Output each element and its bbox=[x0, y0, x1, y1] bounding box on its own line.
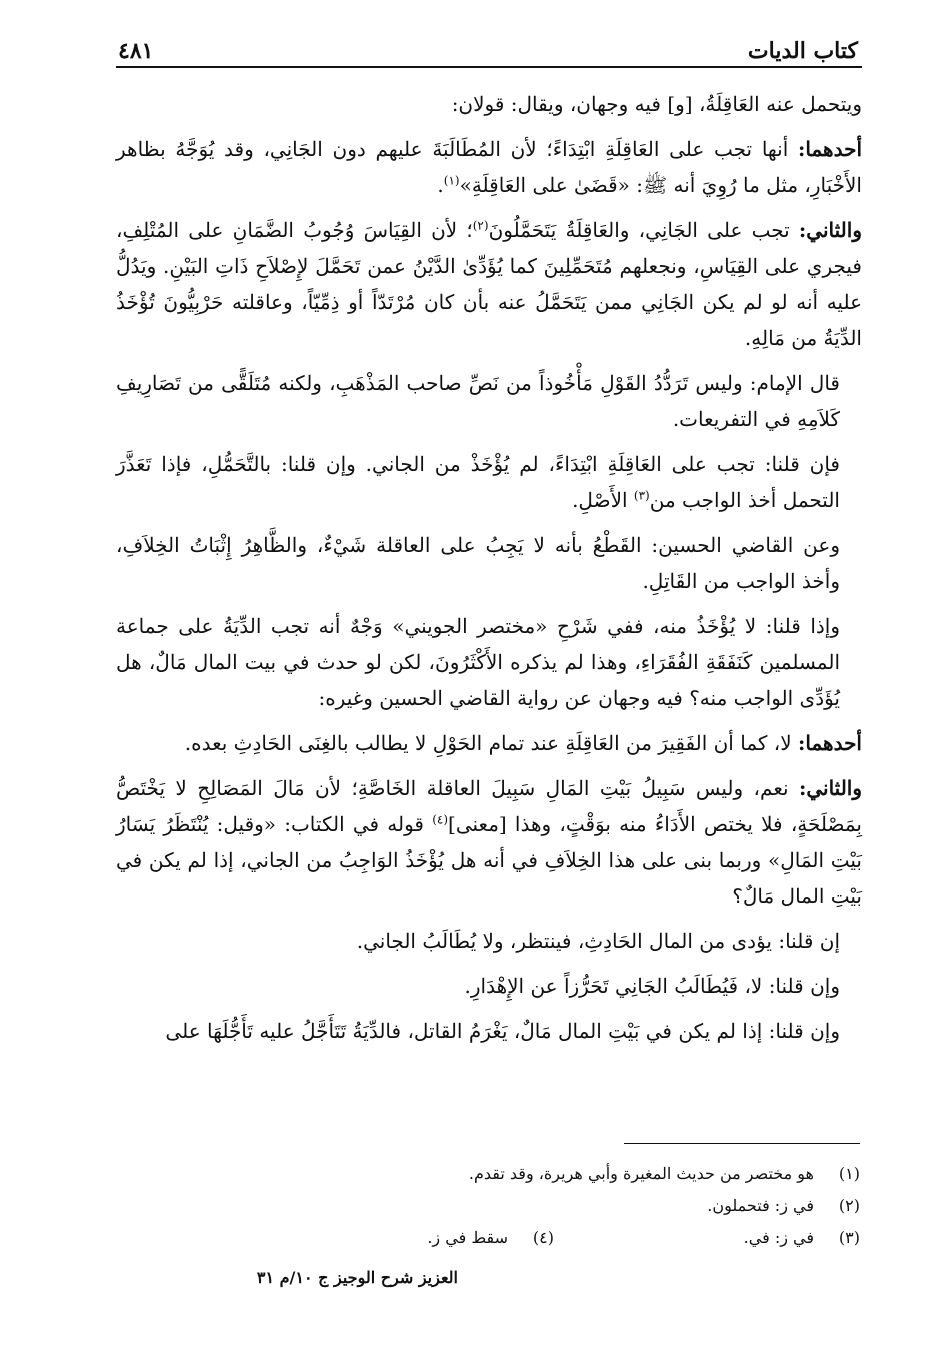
paragraph bbox=[116, 446, 862, 518]
footnote bbox=[120, 1190, 860, 1222]
paragraph bbox=[116, 212, 862, 356]
paragraph-tail: ؛ لأن القِيَاسَ وُجُوبُ الضَّمَانِ على المُتْلِفِ، فيجري على القِيَاسِ، ونجعلهم مُتَحَمِّلِينَ كما يُؤَدِّىٰ الدَّيْنُ عمن تَحَمَّلَ لإِصْلاَحِ ذَاتِ البَيْنِ. ويَدُلُّ عليه أنه لو لم يكن الجَانِي ممن يَتَحَمَّلُ عنه بأن كان مُرْتَدّاً أو ذِمِّيّاً، وعاقلته حَرْبِيُّونَ تُؤْخَذُ الدِّيَةُ من مَالِهِ. bbox=[116, 218, 862, 350]
paragraph-text: إن قلنا: يؤدى من المال الحَادِثِ، فينتظر، ولا يُطَالَبُ الجاني. bbox=[356, 929, 840, 953]
paragraph-lead: أحدهما: bbox=[798, 137, 863, 161]
paragraph bbox=[116, 770, 862, 914]
footnote-number: (٤) bbox=[532, 1228, 554, 1247]
footnote-rule bbox=[624, 1143, 860, 1144]
paragraph bbox=[116, 86, 862, 122]
paragraph bbox=[116, 725, 862, 761]
paragraph-text: فإن قلنا: تجب على العَاقِلَةِ ابْتِدَاءً، لم يُؤْخَذْ من الجاني. وإن قلنا: بالتَّحَمُّلِ، فإذا تَعَذَّرَ التحمل أخذ الواجب من bbox=[116, 452, 840, 512]
page-number: ٤٨١ bbox=[118, 38, 154, 64]
paragraph-text: أنها تجب على العَاقِلَةِ ابْتِدَاءً؛ لأن المُطَالَبَةَ عليهم دون الجَانِي، وقد يُوَجَّهُ بظاهر الأَخْبَارِ، مثل ما رُوِيَ أنه ﷺ: «قَضَىٰ على العَاقِلَةِ» bbox=[116, 137, 862, 197]
footnote bbox=[120, 1158, 860, 1190]
paragraph-text: وإذا قلنا: لا يُؤْخَذُ منه، ففي شَرْحِ «مختصر الجويني» وَجْهٌ أنه تجب الدِّيَةُ على جماعة المسلمين كَنَفَقَةِ الفُقَرَاءِ، وهذا لم يذكره الأَكْثَرُونَ، لكن لو حدث في بيت المال مَالٌ، هل يُؤَدِّى الواجب منه؟ فيه وجهان عن رواية القاضي الحسين وغيره: bbox=[116, 614, 840, 710]
paragraph bbox=[116, 608, 862, 716]
main-text bbox=[116, 86, 862, 1058]
footnote-ref: (٤) bbox=[432, 812, 449, 827]
footnote-text: هو مختصر من حديث المغيرة وأبي هريرة، وقد تقدم. bbox=[468, 1164, 814, 1183]
paragraph-text: لا، كما أن الفَقِيرَ من العَاقِلَةِ عند تمام الحَوْلِ لا يطالب بالغِنَى الحَادِثِ بعده. bbox=[184, 731, 792, 755]
footnote-ref: (٣) bbox=[633, 488, 650, 503]
paragraph-tail: قوله في الكتاب: «وقيل: يُنْتَظَرُ يَسَارُ بَيْتِ المَالِ» وربما بنى على هذا الخِلاَفِ في أنه هل يُؤْخَذُ الوَاجِبُ من الجاني، إذا لم يكن في بَيْتِ المال مَالٌ؟ bbox=[116, 812, 862, 908]
paragraph bbox=[116, 968, 862, 1004]
footnote-number: (٣) bbox=[838, 1228, 860, 1247]
paragraph-lead: أحدهما: bbox=[797, 731, 862, 755]
printer-signature: العزيز شرح الوجيز ج ١٠/م ٣١ bbox=[256, 1268, 458, 1287]
paragraph-text: وعن القاضي الحسين: القَطْعُ بأنه لا يَجِبُ على العاقلة شَيْءٌ، والظَّاهِرُ إِثْبَاتُ الخِلاَفِ، وأخذ الواجب من القَاتِلِ. bbox=[116, 533, 840, 593]
paragraph-tail: . bbox=[437, 173, 444, 197]
footnote-text: سقط في ز. bbox=[427, 1228, 508, 1247]
page-header bbox=[118, 28, 858, 64]
footnote-ref: (١) bbox=[443, 173, 460, 188]
paragraph bbox=[116, 923, 862, 959]
paragraph bbox=[116, 527, 862, 599]
paragraph-text: قال الإمام: وليس تَرَدُّدُ القَوْلِ مَأْخُوذاً من نَصِّ صاحب المَذْهَبِ، ولكنه مُتَلَقًّى من تَصَارِيفِ كَلاَمِهِ في التفريعات. bbox=[116, 371, 840, 431]
paragraph bbox=[116, 365, 862, 437]
paragraph-text: وإن قلنا: لا، فَيُطَالَبُ الجَانِي تَحَرُّزاً عن الإِهْدَارِ. bbox=[464, 974, 840, 998]
paragraph bbox=[116, 131, 862, 203]
header-rule bbox=[116, 66, 862, 68]
footnote-ref: (٢) bbox=[472, 218, 489, 233]
footnote-text: في ز: فتحملون. bbox=[707, 1196, 814, 1215]
footnotes bbox=[120, 1158, 860, 1254]
paragraph bbox=[116, 1013, 862, 1049]
paragraph-text: نعم، وليس سَبِيلُ بَيْتِ المَالِ سَبِيلَ العاقلة الخَاصَّةِ؛ لأن مَالَ المَصَالِحِ لا يَخْتَصُّ بِمَصْلَحَةٍ، فلا يختص الأَدَاءُ منه بوَقْتٍ، وهذا [معنى] bbox=[116, 776, 862, 836]
paragraph-text: وإن قلنا: إذا لم يكن في بَيْتِ المال مَالٌ، يَغْرَمُ القاتل، فالدِّيَةُ تَتَأَجَّلُ عليه تَأَجُّلَهَا على bbox=[165, 1019, 840, 1043]
paragraph-text: تجب على الجَانِي، والعَاقِلَةُ يَتَحَمَّلُونَ bbox=[488, 218, 790, 242]
paragraph-tail: الأَصْلِ. bbox=[572, 488, 634, 512]
footnote-number: (١) bbox=[838, 1164, 860, 1183]
paragraph-text: ويتحمل عنه العَاقِلَةُ، [و] فيه وجهان، ويقال: قولان: bbox=[451, 92, 862, 116]
footnote-text: في ز: في. bbox=[743, 1228, 814, 1247]
footnote bbox=[120, 1222, 860, 1254]
book-title: كتاب الديات bbox=[747, 38, 858, 64]
footnote-number: (٢) bbox=[838, 1196, 860, 1215]
paragraph-lead: والثاني: bbox=[798, 218, 862, 242]
paragraph-lead: والثاني: bbox=[798, 776, 863, 800]
